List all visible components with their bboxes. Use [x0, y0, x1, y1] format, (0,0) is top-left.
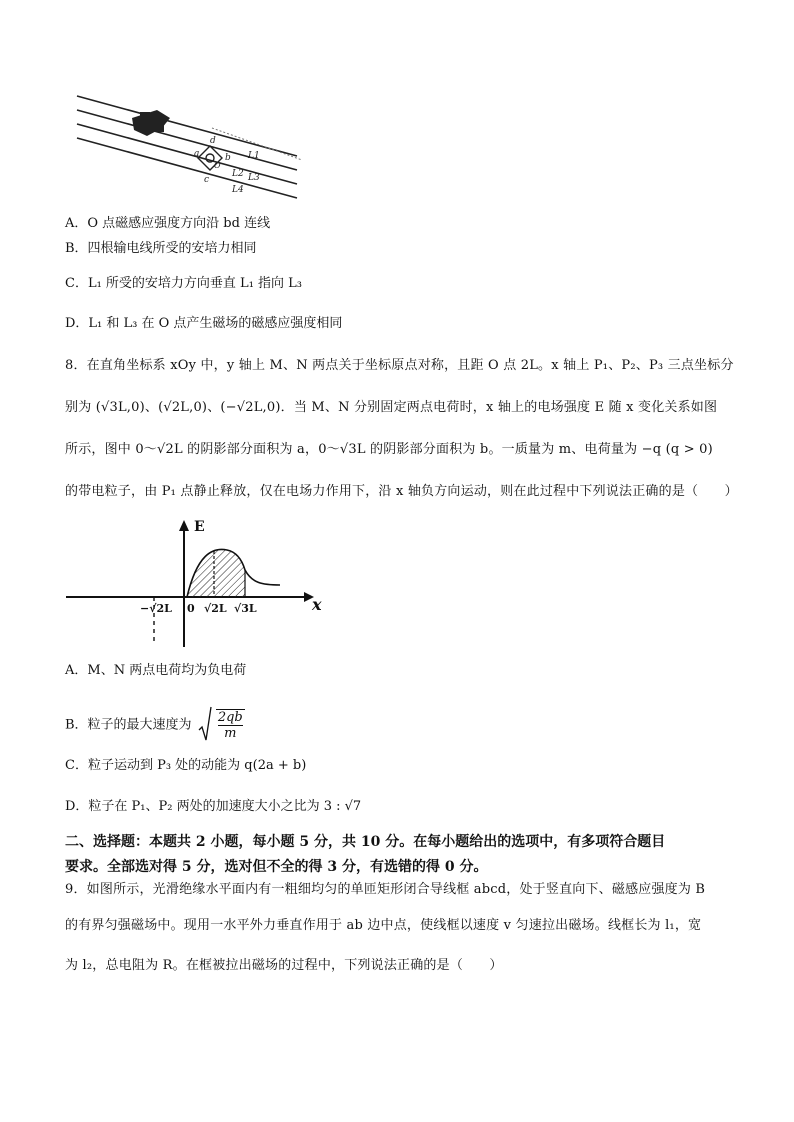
- tick-label-0: 0: [187, 602, 195, 615]
- power-lines-figure: [62, 88, 312, 203]
- tick-label-sqrt2l: √2L: [204, 602, 227, 615]
- point-label-d: d: [210, 136, 216, 146]
- q7-option-a: A．O 点磁感应强度方向沿 bd 连线: [65, 216, 271, 231]
- q8-stem-line-1: 8．在直角坐标系 xOy 中，y 轴上 M、N 两点关于坐标原点对称，且距 O 点 2L。x 轴上 P₁、P₂、P₃ 三点坐标分: [65, 358, 734, 373]
- e-x-graph: [62, 515, 342, 650]
- tick-label-neg-sqrt2l: −√2L: [140, 602, 172, 615]
- point-label-a: a: [194, 149, 200, 159]
- section-2-heading-line-1: 二、选择题：本题共 2 小题，每小题 5 分，共 10 分。在每小题给出的选项中，有多项符合题目: [65, 834, 666, 850]
- q8-option-b: [65, 706, 245, 744]
- shaded-area: [187, 549, 245, 597]
- fraction-numerator: 2qb: [217, 710, 243, 725]
- q8-option-c: C．粒子运动到 P₃ 处的动能为 q(2a + b): [65, 758, 307, 773]
- wire-label-l1: L1: [248, 151, 260, 161]
- wire-label-l3: L3: [248, 173, 260, 183]
- point-label-o: O: [214, 161, 221, 170]
- q8-stem-line-4: 的带电粒子，由 P₁ 点静止释放，仅在电场力作用下，沿 x 轴负方向运动，则在此过程中下列说法正确的是（ ）: [65, 484, 738, 499]
- q9-stem-line-2: 的有界匀强磁场中。现用一水平外力垂直作用于 ab 边中点，使线框以速度 v 匀速拉出磁场。线框长为 l₁，宽: [65, 918, 702, 933]
- axis-label-e: E: [194, 519, 205, 535]
- q8-stem-line-3: 所示，图中 0～√2L 的阴影部分面积为 a，0～√3L 的阴影部分面积为 b。一质量为 m、电荷量为 −q (q > 0): [65, 442, 713, 457]
- point-label-c: c: [204, 175, 210, 185]
- section-2-heading-line-2: 要求。全部选对得 5 分，选对但不全的得 3 分，有选错的得 0 分。: [65, 859, 488, 875]
- sqrt-sign: [198, 706, 212, 744]
- wire-label-l4: L4: [232, 185, 244, 195]
- q8-option-a: A．M、N 两点电荷均为负电荷: [65, 663, 247, 678]
- q9-stem-line-1: 9．如图所示，光滑绝缘水平面内有一粗细均匀的单匝矩形闭合导线框 abcd，处于竖直向下、磁感应强度为 B: [65, 882, 706, 897]
- q7-option-c: C．L₁ 所受的安培力方向垂直 L₁ 指向 L₃: [65, 276, 303, 291]
- sqrt-fraction: [216, 709, 245, 741]
- wire-label-l2: L2: [232, 169, 244, 179]
- q7-option-b: B．四根输电线所受的安培力相同: [65, 241, 257, 256]
- q7-option-d: D．L₁ 和 L₃ 在 O 点产生磁场的磁感应强度相同: [65, 316, 343, 331]
- q8-option-d: D．粒子在 P₁、P₂ 两处的加速度大小之比为 3 : √7: [65, 799, 362, 814]
- point-label-b: b: [225, 153, 231, 163]
- sqrt-formula: [198, 706, 245, 744]
- q8-stem-line-2: 别为 (√3L,0)、(√2L,0)、(−√2L,0)．当 M、N 分别固定两点电荷时，x 轴上的电场强度 E 随 x 变化关系如图: [65, 400, 718, 415]
- fraction-denominator: m: [224, 726, 237, 741]
- tick-label-sqrt3l: √3L: [234, 602, 257, 615]
- q9-stem-line-3: 为 l₂，总电阻为 R。在框被拉出磁场的过程中，下列说法正确的是（ ）: [65, 958, 503, 973]
- q8-option-b-text: B．粒子的最大速度为: [65, 717, 192, 733]
- axis-label-x: x: [312, 595, 322, 614]
